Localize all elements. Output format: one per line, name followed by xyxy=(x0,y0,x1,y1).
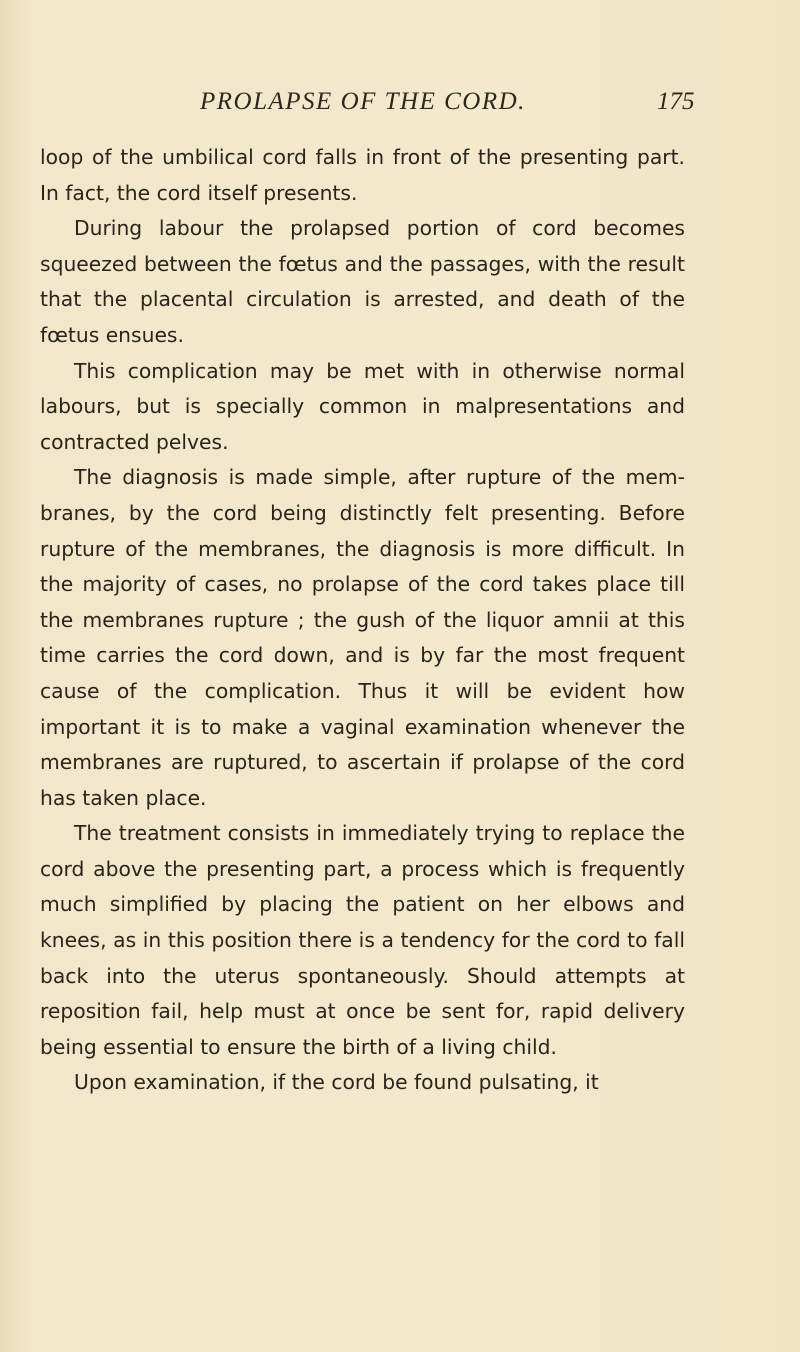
body-text xyxy=(40,140,685,1101)
paragraph: During labour the prolapsed portion of cord becomes squeezed between the fœtus and the passages, with the result that the placental circulation is arrested, and death of the fœtus ensues. xyxy=(40,216,685,347)
paragraph: This complication may be met with in otherwise normal labours, but is specially common in malpresentations and contracted pelves. xyxy=(40,358,685,454)
running-head xyxy=(0,88,800,122)
page-number: 175 xyxy=(657,88,695,115)
paragraph: The treatment consists in immediately trying to replace the cord above the presenting part, a process which is frequently much simplified by placing the patient on her elbows and knees, as in this position there is a tendency for the cord to fall back into the uterus spontaneously. Should attempts at reposition fail, help must at once be sent for, rapid delivery being essential to ensure the birth of a living child. xyxy=(40,821,685,1059)
paragraph: The diagnosis is made simple, after rupture of the membranes, by the cord being distinctly felt presenting. Before rupture of the membranes, the diagnosis is more difficult. In the majority of cases, no prolapse of the cord takes place till the membranes rupture ; the gush of the liquor amnii at this time carries the cord down, and is by far the most frequent cause of the complication. Thus it will be evident how important it is to make a vaginal examination whenever the membranes are ruptured, to ascertain if prolapse of the cord has taken place. xyxy=(40,465,685,810)
paragraph: loop of the umbilical cord falls in front of the presenting part. In fact, the cord itself presents. xyxy=(40,145,685,205)
running-title: PROLAPSE OF THE CORD. xyxy=(200,88,526,115)
paragraph: Upon examination, if the cord be found pulsating, it xyxy=(74,1070,599,1095)
